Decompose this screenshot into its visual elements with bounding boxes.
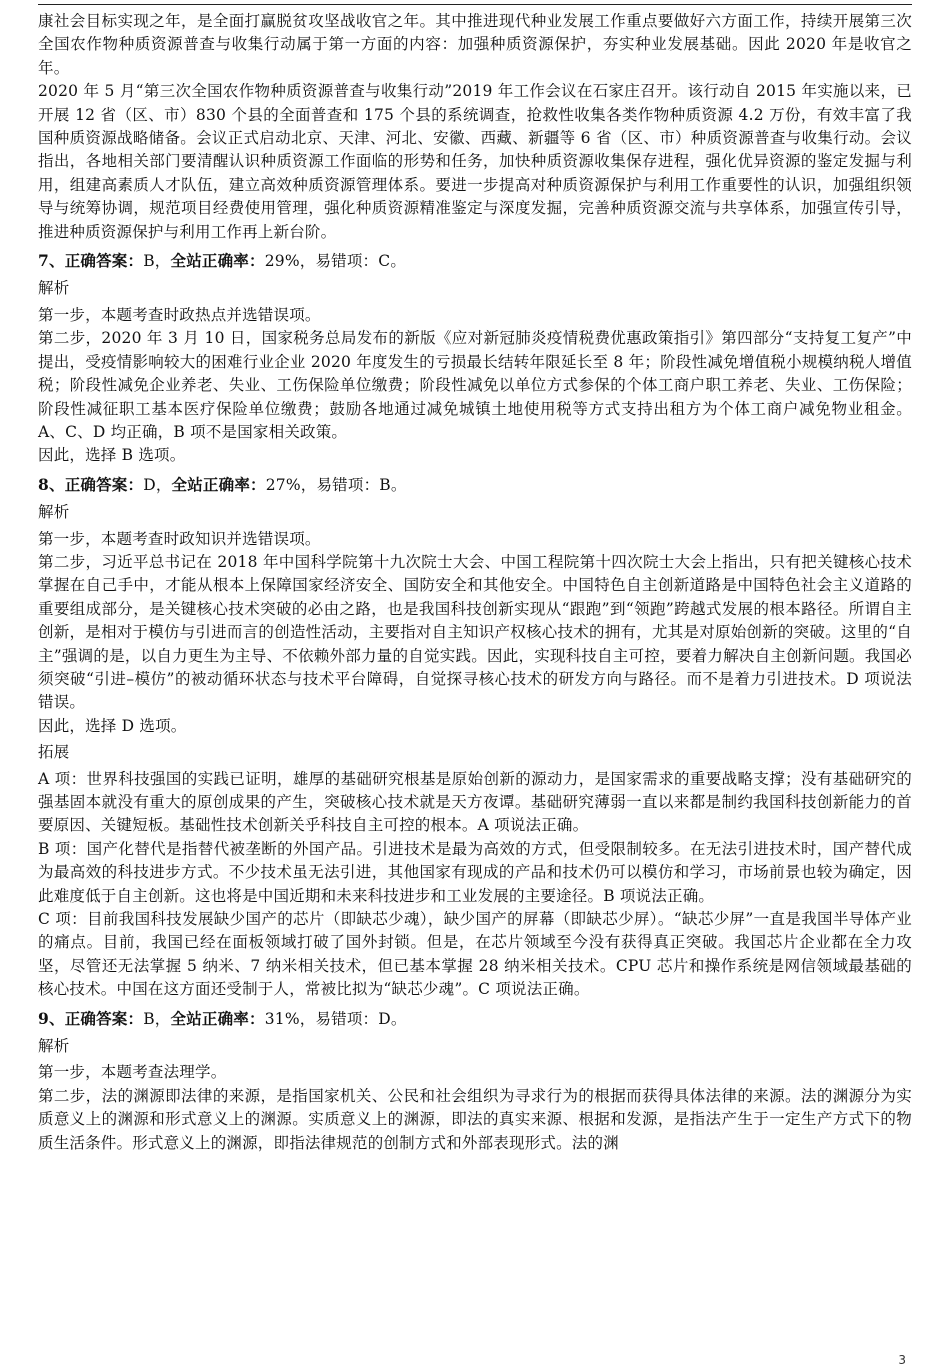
step-1: 第一步，本题考查时政热点并选错误项。 xyxy=(38,305,321,324)
page-number: 3 xyxy=(898,1353,906,1367)
question-number: 7、 xyxy=(38,251,65,271)
paragraph: 康社会目标实现之年，是全面打赢脱贫攻坚战收官之年。其中推进现代种业发展工作重点要做好六方面工作，持续开展第三次全国农作物种质资源普查与收集行动属于第一方面的内容：加强种质资源保护，夯实种业发展基础。因此 2020 年是收官之年。 xyxy=(38,12,912,77)
extension-label: 拓展 xyxy=(38,743,70,762)
step-2: 第二步，习近平总书记在 2018 年中国科学院第十九次院士大会、中国工程院第十四次院士大会上指出，只有把关键核心技术掌握在自己手中，才能从根本上保障国家经济安全、国防安全和其他安全。中国特色自主创新道路是中国特色社会主义道路的重要组成部分，是关键核心技术突破的必由之路，也是我国科技创新实现从“跟跑”到“领跑”跨越式发展的根本路径。所谓自主创新，是相对于模仿与引进而言的创造性活动，主要指对自主知识产权核心技术的拥有，尤其是对原始创新的突破。这里的“自主”强调的是，以自力更生为主导、不依赖外部力量的自觉实践。因此，实现科技自主可控，要着力解决自主创新问题。我国必须突破“引进–模仿”的被动循环状态与技术平台障碍，自觉探寻核心技术的研发方向与路径。而不是着力引进技术。D 项说法错误。 xyxy=(38,552,912,712)
step-2: 第二步，法的渊源即法律的来源，是指国家机关、公民和社会组织为寻求行为的根据而获得具体法律的来源。法的渊源分为实质意义上的渊源和形式意义上的渊源。实质意义上的渊源，即法的真实来源、根据和发源，是指法产生于一定生产方式下的物质生活条件。形式意义上的渊源，即指法律规范的创制方式和外部表现形式。法的渊 xyxy=(38,1086,912,1152)
answer-label: 正确答案： xyxy=(64,474,144,494)
extension-b: B 项：国产化替代是指替代被垄断的外国产品。引进技术是最为高效的方式，但受限制较多。在无法引进技术时，国产替代成为最高效的科技进步方式。不少技术虽无法引进，其他国家有现成的产品和技术仍可以模仿和学习，市场前景也较为确定，因此难度低于自主创新。这也将是中国近期和未来科技进步和工业发展的主要途径。B 项说法正确。 xyxy=(38,839,912,905)
answer-label: 正确答案： xyxy=(64,1008,144,1028)
step-1: 第一步，本题考查时政知识并选错误项。 xyxy=(38,529,321,548)
extension-a: A 项：世界科技强国的实践已证明，雄厚的基础研究根基是原始创新的源动力，是国家需求的重要战略支撑；没有基础研究的强基固本就没有重大的原创成果的产生，突破核心技术就是天方夜谭。基础研究薄弱一直以来都是制约我国科技创新能力的首要原因、关键短板。基础性技术创新关乎科技自主可控的根本。A 项说法正确。 xyxy=(38,769,912,835)
rate-label: 全站正确率： xyxy=(170,1008,265,1028)
rate-value: 29%，易错项：C。 xyxy=(264,252,407,271)
rate-label: 全站正确率： xyxy=(171,474,266,494)
conclusion: 因此，选择 B 选项。 xyxy=(38,446,186,465)
paragraph: 2020 年 5 月“第三次全国农作物种质资源普查与收集行动”2019 年工作会议在石家庄召开。该行动自 2015 年实施以来，已开展 12 省（区、市）830 个县的全面普查和 175 个县的系统调查，抢救性收集各类作物种质资源 4.2 万份，有效丰富了我国种质资源战略储备。会议正式启动北京、天津、河北、安徽、西藏、新疆等 6 省（区、市）种质资源普查与收集行动。会议指出，各地相关部门要清醒认识种质资源工作面临的形势和任务，加快种质资源收集保存进程，强化优异资源的鉴定发掘与利用，组建高素质人才队伍，建立高效种质资源管理体系。要进一步提高对种质资源保护与利用工作重要性的认识，加强组织领导与统筹协调，规范项目经费使用管理，强化种质资源精准鉴定与深度发掘，完善种质资源交流与共享体系，加强宣传引导，推进种质资源保护与利用工作再上新台阶。 xyxy=(38,82,912,241)
step-1: 第一步，本题考查法理学。 xyxy=(38,1063,227,1082)
question-number: 9、 xyxy=(38,1008,65,1028)
rate-value: 27%，易错项：B。 xyxy=(265,475,407,494)
analysis-label: 解析 xyxy=(38,1037,70,1056)
header-rule xyxy=(38,4,912,5)
step-2: 第二步，2020 年 3 月 10 日，国家税务总局发布的新版《应对新冠肺炎疫情税费优惠政策指引》第四部分“支持复工复产”中提出，受疫情影响较大的困难行业企业 2020 年度发生的亏损最长结转年限延长至 8 年；阶段性减免增值税小规模纳税人增值税；阶段性减免企业养老、失业、工伤保险单位缴费；阶段性减免以单位方式参保的个体工商户职工养老、失业、工伤保险；阶段性减征职工基本医疗保险单位缴费；鼓励各地通过减免城镇土地使用税等方式支持出租方为个体工商户减免物业租金。A、C、D 均正确，B 项不是国家相关政策。 xyxy=(38,329,912,441)
analysis-label: 解析 xyxy=(38,503,70,522)
answer-value: B， xyxy=(143,252,171,271)
question-number: 8、 xyxy=(38,474,65,494)
document-body xyxy=(38,10,912,1155)
extension-c: C 项：目前我国科技发展缺少国产的芯片（即缺芯少魂），缺少国产的屏幕（即缺芯少屏）。“缺芯少屏”一直是我国半导体产业的痛点。目前，我国已经在面板领域打破了国外封锁。但是，在芯片领域至今没有获得真正突破。我国芯片企业都在全力攻坚，尽管还无法掌握 5 纳米、7 纳米相关技术，但已基本掌握 28 纳米相关技术。CPU 芯片和操作系统是网信领域最基础的核心技术。中国在这方面还受制于人，常被比拟为“缺芯少魂”。C 项说法正确。 xyxy=(38,910,912,999)
answer-value: B， xyxy=(143,1009,171,1028)
rate-value: 31%，易错项：D。 xyxy=(264,1009,407,1028)
question-8-header xyxy=(38,473,912,497)
question-7-header xyxy=(38,249,912,273)
analysis-label: 解析 xyxy=(38,279,70,298)
question-9-header xyxy=(38,1007,912,1031)
conclusion: 因此，选择 D 选项。 xyxy=(38,716,187,735)
rate-label: 全站正确率： xyxy=(170,251,265,271)
answer-value: D， xyxy=(143,475,172,494)
answer-label: 正确答案： xyxy=(64,251,144,271)
